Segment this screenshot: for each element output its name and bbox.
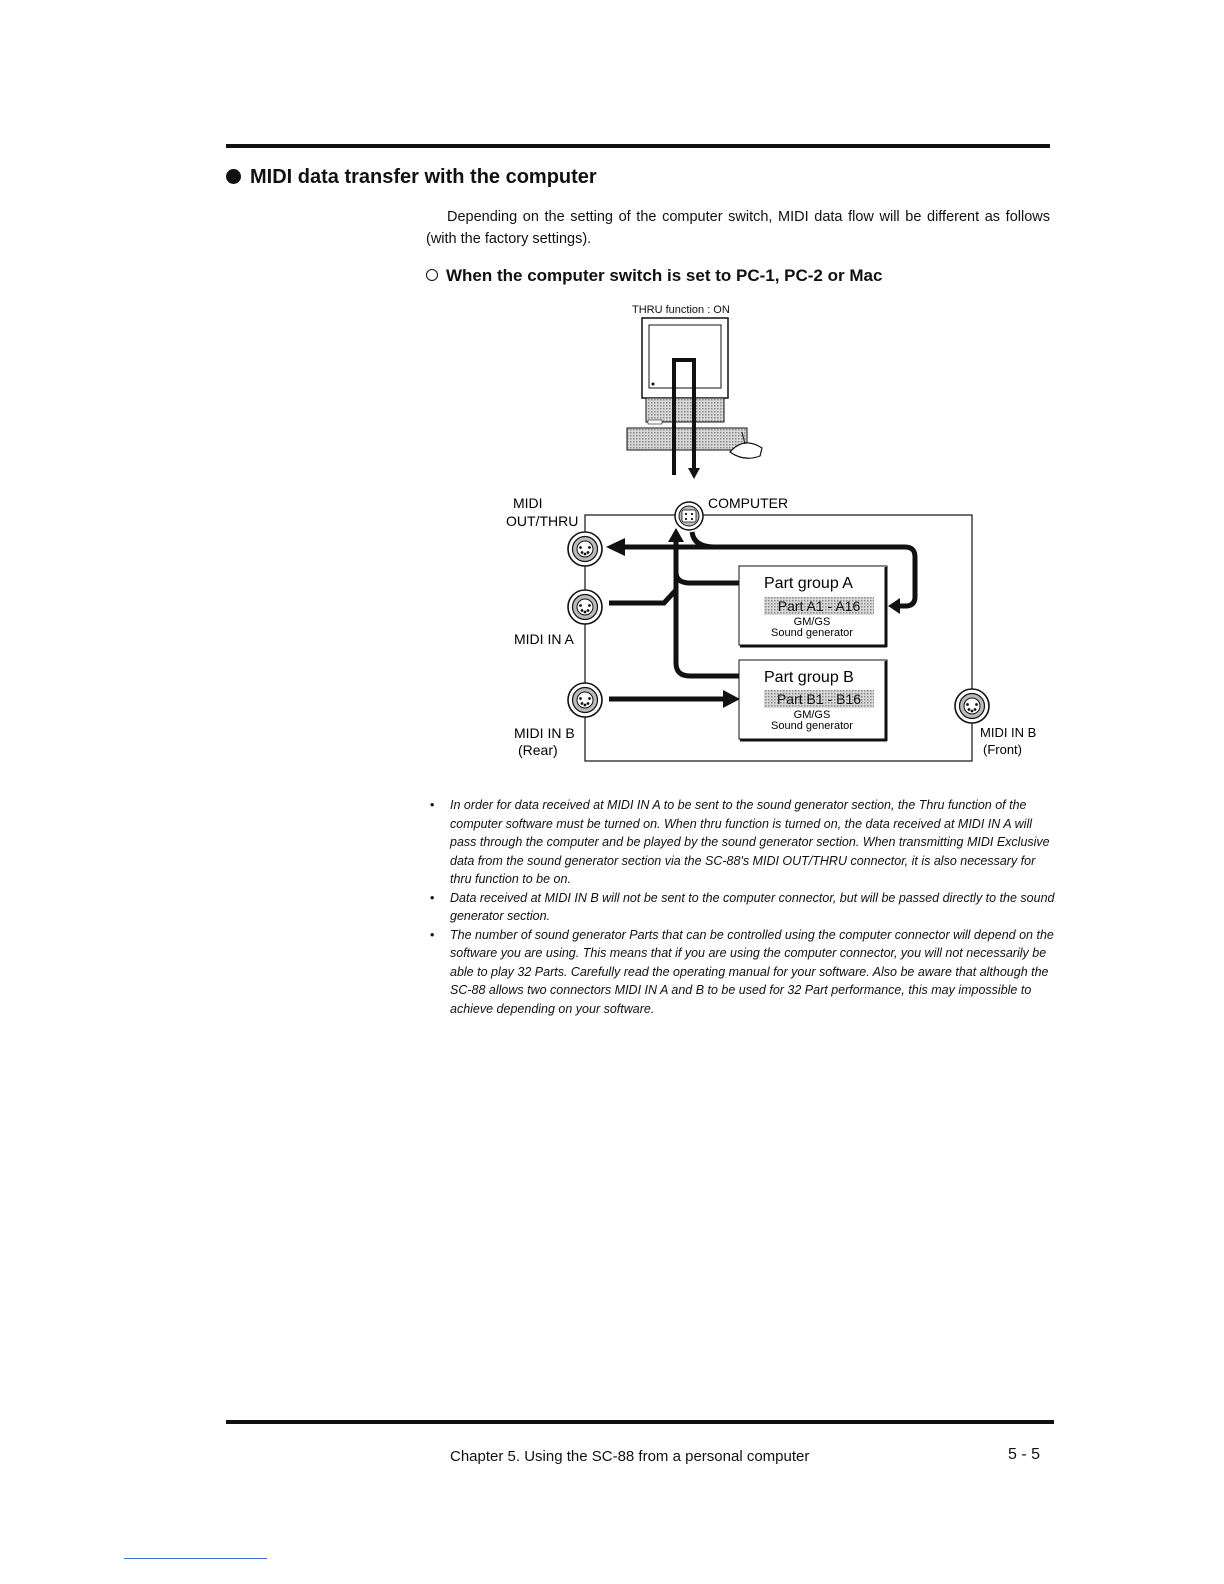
group-b-parts: Part B1 - B16 [776, 691, 862, 707]
section-title-text: MIDI data transfer with the computer [250, 166, 597, 188]
bottom-rule [226, 1420, 1054, 1424]
midi-out-thru-connector-icon [568, 532, 602, 566]
group-a-line1: GM/GS [793, 616, 831, 628]
rear-label: (Rear) [518, 742, 558, 758]
note-bullet-icon: • [430, 890, 435, 905]
page-number: 5 - 5 [1008, 1446, 1041, 1463]
midi-flow-diagram [490, 296, 1070, 776]
note-item [426, 889, 1056, 926]
computer-connector-icon [675, 502, 703, 530]
note-text: The number of sound generator Parts that can be controlled using the computer connector will depend on the software you are using. This means that if you are using the computer connector, you will not necessarily be able to play 32 Parts. Carefully read the operating manual for your software. Also be aware that although the SC-88 allows two connectors MIDI IN A and B to be used for 32 Part performance, this may impossible to achieve depending on your software. [450, 927, 1054, 1016]
midi-in-b-front-label: MIDI IN B [980, 725, 1037, 740]
intro-paragraph: Depending on the setting of the computer switch, MIDI data flow will be different as follows (with the factory settings). [426, 209, 1050, 247]
midi-in-b-front-connector-icon [955, 689, 989, 723]
arrow-to-group-a-icon [888, 598, 900, 614]
midi-in-b-rear-label: MIDI IN B [514, 725, 575, 741]
midi-in-a-label: MIDI IN A [514, 631, 574, 647]
footer-chapter: Chapter 5. Using the SC-88 from a personal computer [450, 1448, 810, 1465]
midi-in-b-rear-connector-icon [568, 683, 602, 717]
group-a-line2: Sound generator [771, 627, 853, 639]
arrow-to-out-thru-icon [606, 538, 625, 556]
group-a-title: Part group A [764, 575, 853, 592]
arrow-to-computer-icon [668, 528, 684, 542]
computer-icon [627, 318, 762, 479]
top-rule [226, 144, 1050, 148]
section-heading [226, 166, 597, 189]
note-bullet-icon: • [430, 798, 435, 812]
note-item [426, 926, 1056, 1019]
open-circle-icon [426, 269, 438, 281]
group-b-title: Part group B [764, 669, 854, 686]
group-a-parts: Part A1 - A16 [777, 598, 861, 614]
arrow-to-group-b-icon [723, 690, 740, 708]
notes-list [426, 796, 1056, 1018]
midi-out-label-2: OUT/THRU [506, 513, 579, 529]
front-label: (Front) [983, 742, 1022, 757]
computer-label: COMPUTER [708, 495, 789, 511]
part-group-b-box [739, 660, 887, 741]
subsection-heading [426, 266, 882, 286]
midi-in-a-connector-icon [568, 590, 602, 624]
midi-out-label-1: MIDI [513, 495, 543, 511]
note-text: Data received at MIDI IN B will not be sent to the computer connector, but will be passed directly to the sound generator section. [450, 890, 1055, 923]
note-text: In order for data received at MIDI IN A to be sent to the sound generator section, the Thru function of the computer software must be turned on. When thru function is turned on, the data received at MIDI IN A will pass through the computer and be played by the sound generator section. When transmitting MIDI Exclusive data from the sound generator section via the SC-88's MIDI OUT/THRU connector, it is also necessary for thru function to be on. [450, 798, 1050, 886]
corner-line [124, 1558, 267, 1559]
part-group-a-box [739, 566, 887, 647]
group-b-line1: GM/GS [793, 709, 831, 721]
bullet-icon [226, 169, 241, 184]
note-item [426, 796, 1056, 889]
thru-function-label: THRU function : ON [632, 304, 730, 316]
note-bullet-icon: • [430, 927, 435, 942]
subsection-title-text: When the computer switch is set to PC-1, PC-2 or Mac [446, 266, 883, 285]
group-b-line2: Sound generator [771, 720, 853, 732]
